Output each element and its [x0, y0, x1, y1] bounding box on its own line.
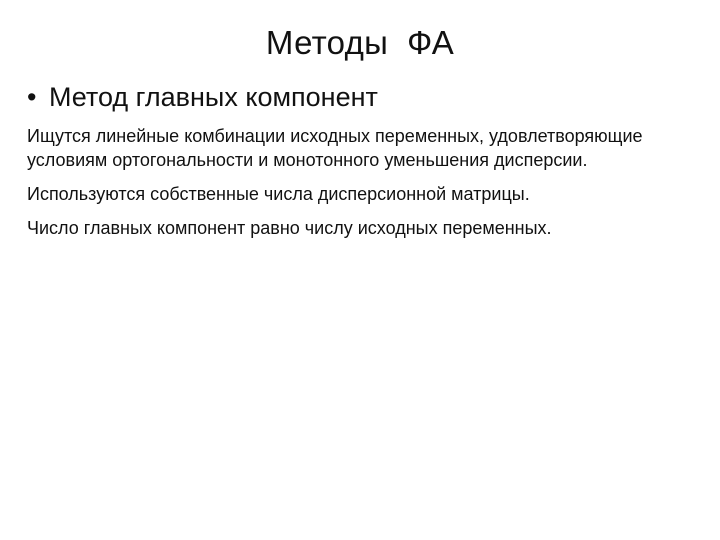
paragraph-3: Число главных компонент равно числу исходных переменных.: [27, 218, 552, 238]
paragraph-1: Ищутся линейные комбинации исходных переменных, удовлетворяющие условиям ортогональности и монотонного уменьшения дисперсии.: [27, 126, 643, 170]
bullet-text: Метод главных компонент: [49, 82, 378, 112]
slide-title: Методы ФА: [265, 24, 455, 61]
body-text: [27, 124, 707, 250]
paragraph-2: Используются собственные числа дисперсионной матрицы.: [27, 184, 530, 204]
bullet-marker: •: [27, 82, 37, 112]
bullet-item: [27, 82, 378, 113]
